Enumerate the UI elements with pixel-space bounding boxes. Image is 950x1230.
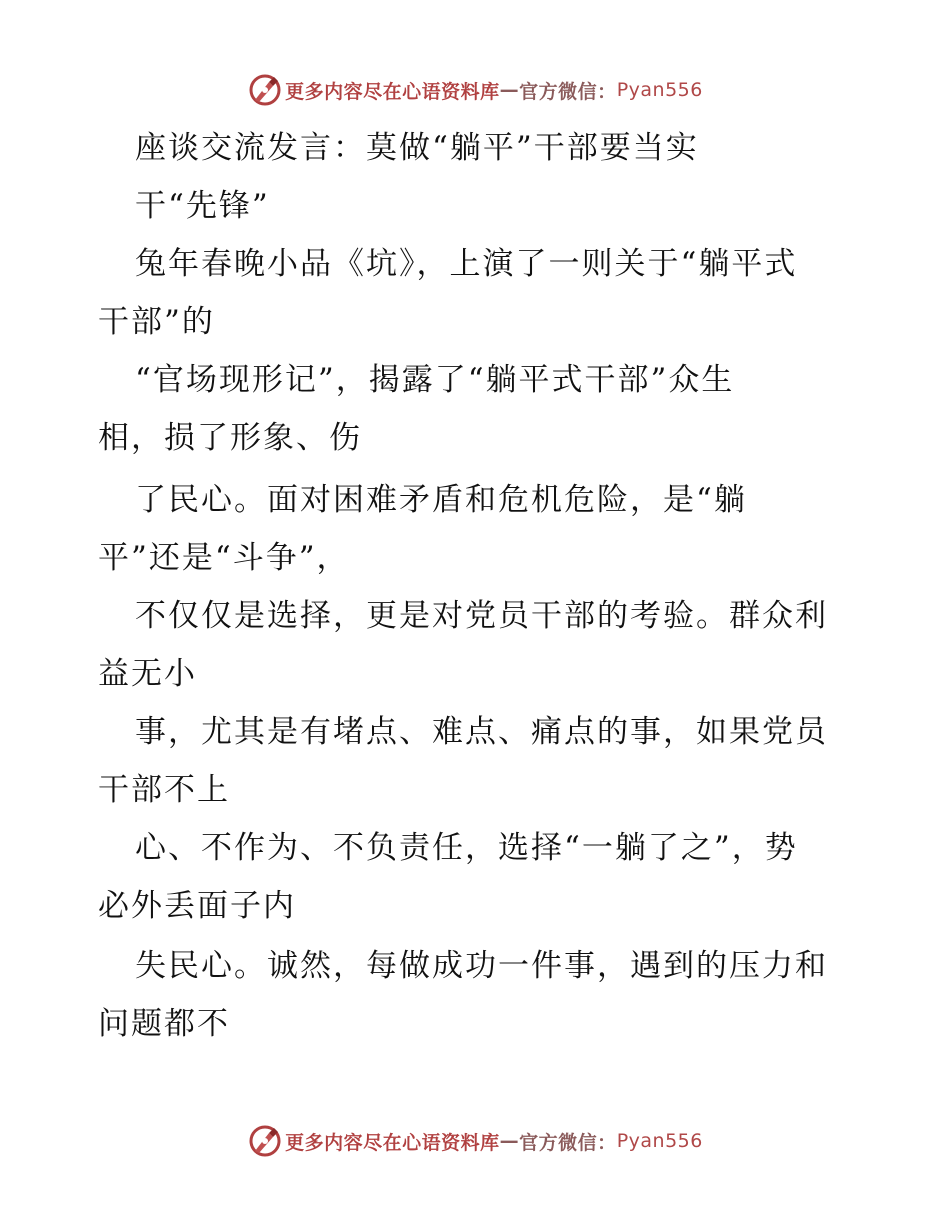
doc-title-line-1: 座谈交流发言：莫做“躺平”干部要当实 [135, 130, 699, 166]
footer-banner [0, 1123, 950, 1159]
paragraph-line: “官场现形记”，揭露了“躺平式干部”众生 [135, 362, 735, 398]
banner-title: 更多内容尽在心语资料库 [285, 80, 500, 103]
paragraph-line: 失民心。诚然，每做成功一件事，遇到的压力和 [135, 948, 828, 984]
banner-wechat-id: Pyan556 [616, 1130, 703, 1152]
paragraph-line: 相，损了形象、伤 [98, 420, 362, 456]
pen-logo-icon [247, 1123, 283, 1159]
paragraph-line: 干部”的 [98, 304, 215, 340]
paragraph-line: 兔年春晚小品《坑》，上演了一则关于“躺平式 [135, 246, 798, 282]
doc-title-line-2: 干“先锋” [135, 188, 270, 224]
paragraph-line: 事，尤其是有堵点、难点、痛点的事，如果党员 [135, 714, 828, 750]
paragraph-line: 平”还是“斗争”， [98, 540, 350, 576]
paragraph-line: 干部不上 [98, 772, 230, 808]
paragraph-line: 心、不作为、不负责任，选择“一躺了之”，势 [135, 830, 798, 866]
pen-logo-icon [247, 72, 283, 108]
banner-title: 更多内容尽在心语资料库 [285, 1131, 500, 1154]
paragraph-line: 益无小 [98, 656, 197, 692]
banner-wechat-id: Pyan556 [616, 79, 703, 101]
banner-wechat-label: 官方微信： [519, 80, 617, 103]
banner-dash: — [499, 79, 520, 101]
paragraph-line: 问题都不 [98, 1006, 230, 1042]
paragraph-line: 了民心。面对困难矛盾和危机危险，是“躺 [135, 482, 747, 518]
banner-dash: — [499, 1130, 520, 1152]
header-banner [0, 72, 950, 108]
paragraph-line: 必外丢面子内 [98, 888, 296, 924]
banner-wechat-label: 官方微信： [519, 1131, 617, 1154]
paragraph-line: 不仅仅是选择，更是对党员干部的考验。群众利 [135, 598, 828, 634]
